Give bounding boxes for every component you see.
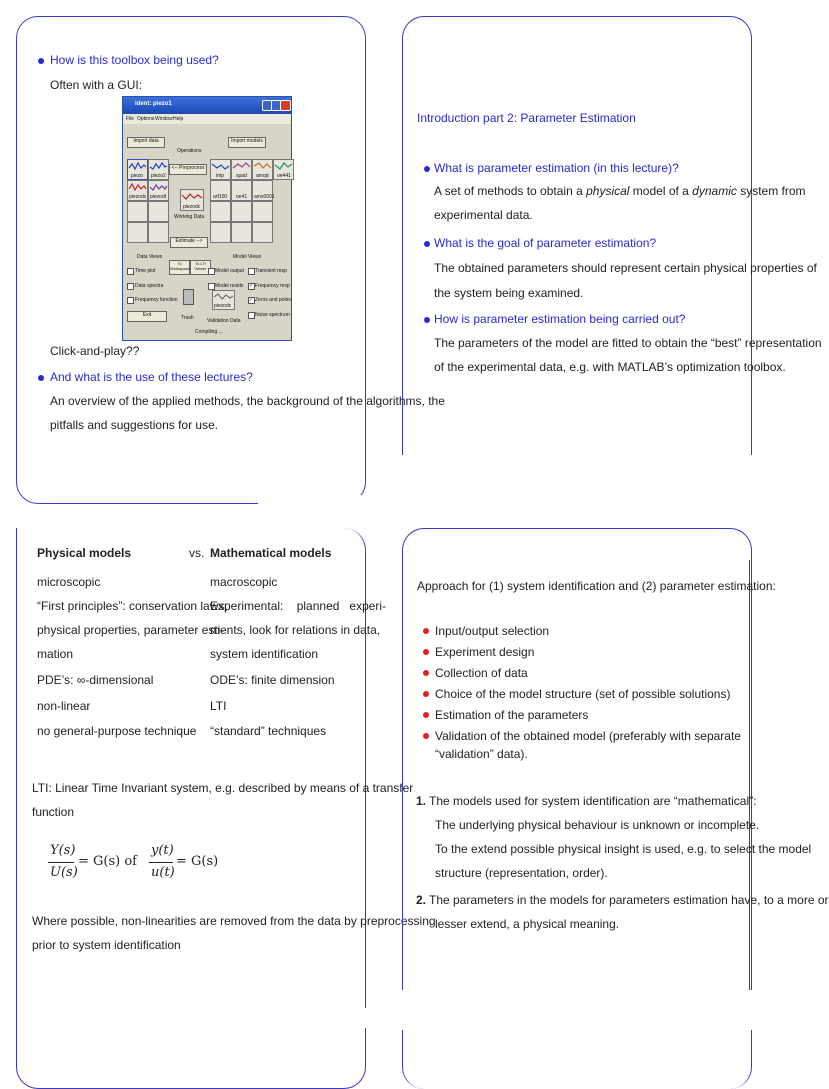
- gui-empty-cell: [148, 222, 169, 243]
- model-icon: [211, 160, 230, 174]
- close-icon: [280, 100, 291, 111]
- gui-model-cell: oe41: [231, 180, 252, 201]
- approach-item: Input/output selection: [435, 624, 550, 638]
- checkbox: [208, 283, 215, 290]
- mathematical-row: Experimental: planned experi-: [210, 599, 387, 613]
- eq-equals-G-of: = G(s) of: [78, 854, 137, 869]
- model-icon: [232, 160, 251, 174]
- gui-data-cell: piezodc: [127, 180, 148, 201]
- bullet: [423, 670, 429, 676]
- gui-title: ident: piezo1: [135, 101, 172, 107]
- model-icon: [274, 160, 293, 174]
- eq-numerator-Y: Y(s): [50, 843, 76, 858]
- gui-empty-cell: [210, 222, 231, 243]
- gui-menu-window: Window: [155, 116, 173, 122]
- gui-to-ltiview: To LTI Viewer: [190, 260, 211, 275]
- mathematical-row: macroscopic: [210, 575, 278, 589]
- approach-item: Validation of the obtained model (preferably with separate: [435, 729, 741, 743]
- vs-label: vs.: [189, 546, 205, 560]
- gui-data-cell: piezodt: [148, 180, 169, 201]
- note-2: The parameters in the models for parameters estimation have, to a more or: [429, 893, 829, 907]
- bullet: [38, 375, 44, 381]
- bullet: [423, 691, 429, 697]
- bullet: [424, 317, 430, 323]
- gui-to-workspace: To Workspace: [169, 260, 190, 275]
- gui-data-views-label: Data Views: [137, 254, 163, 260]
- answer-overview: An overview of the applied methods, the background of the algorithms, the: [50, 394, 445, 408]
- answer-what-is-pe-cont: experimental data.: [434, 208, 533, 222]
- physical-row: physical properties, parameter esti-: [37, 623, 225, 637]
- approach-item-cont: “validation” data).: [435, 747, 528, 761]
- gui-data-cell: piezo: [127, 159, 148, 180]
- gui-status: Compiling ...: [195, 329, 223, 335]
- gui-model-cell: amx0001: [252, 180, 273, 201]
- mathematical-row: LTI: [210, 699, 227, 713]
- checkbox-checked: ✓: [249, 297, 254, 303]
- signal-icon: [149, 181, 168, 195]
- physical-row: PDE’s: ∞-dimensional: [37, 673, 154, 687]
- bullet: [423, 628, 429, 634]
- trash-icon: [183, 289, 194, 305]
- mathematical-row: ODE’s: finite dimension: [210, 673, 335, 687]
- note-1-line: structure (representation, order).: [435, 866, 608, 880]
- question-how: How is parameter estimation being carried out?: [434, 312, 686, 326]
- gui-model-cell: imp: [210, 159, 231, 180]
- gui-validation-label: Validation Data: [207, 318, 241, 324]
- fraction-bar: [149, 862, 173, 863]
- answer-how: The parameters of the model are fitted to obtain the “best” representation: [434, 336, 822, 350]
- checkbox: [127, 268, 134, 275]
- bullet: [424, 241, 430, 247]
- nonlinear-note: Where possible, non-linearities are removed from the data by preprocessing: [32, 914, 436, 928]
- gui-empty-cell: [127, 222, 148, 243]
- checkbox: [208, 268, 215, 275]
- approach-item: Estimation of the parameters: [435, 708, 589, 722]
- lti-definition: LTI: Linear Time Invariant system, e.g. described by means of a transfer: [32, 781, 414, 795]
- answer-what-is-pe: A set of methods to obtain a physical model of a dynamic system from: [434, 184, 806, 198]
- gui-menu-file: File: [126, 116, 135, 122]
- gui-working-data: piezodc: [180, 189, 204, 211]
- checkbox-checked: ✓: [249, 283, 254, 289]
- gui-preprocess: <-- Preprocess: [169, 164, 207, 175]
- physical-row: no general-purpose technique: [37, 724, 197, 738]
- approach-item: Experiment design: [435, 645, 535, 659]
- slide-3-frame-cover: [258, 1008, 378, 1028]
- answer-click-and-play: Click-and-play??: [50, 344, 140, 358]
- gui-menu-bar: [123, 114, 291, 124]
- question-toolbox-use: How is this toolbox being used?: [50, 53, 219, 67]
- approach-item: Collection of data: [435, 666, 528, 680]
- mathematical-row: “standard” techniques: [210, 724, 327, 738]
- checkbox: [248, 312, 255, 319]
- note-1-line: To the extend possible physical insight is used, e.g. to select the model: [435, 842, 812, 856]
- bullet: [38, 58, 44, 64]
- gui-menu-help: Help: [173, 116, 184, 122]
- question-lectures-use: And what is the use of these lectures?: [50, 370, 253, 384]
- answer-overview-cont: pitfalls and suggestions for use.: [50, 418, 219, 432]
- nonlinear-note-cont: prior to system identification: [32, 938, 181, 952]
- gui-operations-label: Operations: [177, 148, 202, 154]
- gui-model-views-label: Model Views: [233, 254, 262, 260]
- mathematical-row: ments, look for relations in data,: [210, 623, 381, 637]
- answer-how-cont: of the experimental data, e.g. with MATLAB’s optimization toolbox.: [434, 360, 786, 374]
- gui-data-cell: piezo2: [148, 159, 169, 180]
- eq-numerator-y: y(t): [151, 843, 174, 858]
- slide-2-frame-gap: [396, 455, 756, 469]
- fraction-bar: [48, 862, 74, 863]
- gui-title-bar: [123, 97, 291, 114]
- note-1: The models used for system identification are “mathematical”:: [429, 794, 757, 808]
- gui-validation-data: piezodc: [212, 290, 235, 310]
- answer-goal-cont: the system being examined.: [434, 286, 584, 300]
- eq-denominator-u: u(t): [151, 865, 175, 880]
- gui-menu-options: Options: [137, 116, 155, 122]
- mathematical-row: system identification: [210, 647, 319, 661]
- bullet: [423, 649, 429, 655]
- signal-icon: [213, 291, 234, 303]
- answer-gui: Often with a GUI:: [50, 78, 143, 92]
- bullet: [424, 166, 430, 172]
- question-what-is-pe: What is parameter estimation (in this lecture)?: [434, 161, 679, 175]
- slide-4-frame-right-tail: [749, 560, 750, 990]
- physical-row: non-linear: [37, 699, 91, 713]
- bullet: [423, 733, 429, 739]
- gui-empty-cell: [210, 201, 231, 222]
- eq-denominator-U: U(s): [50, 865, 78, 880]
- question-goal: What is the goal of parameter estimation?: [434, 236, 657, 250]
- answer-goal: The obtained parameters should represent certain physical properties of: [434, 261, 817, 275]
- physical-row: microscopic: [37, 575, 101, 589]
- gui-empty-cell: [231, 201, 252, 222]
- bullet: [423, 712, 429, 718]
- note-1-line: The underlying physical behaviour is unknown or incomplete.: [435, 818, 760, 832]
- gui-estimate: Estimate -->: [170, 237, 208, 248]
- approach-intro: Approach for (1) system identification and (2) parameter estimation:: [417, 579, 776, 593]
- gui-working-data-label: Working Data: [174, 214, 205, 220]
- gui-import-data: Import data: [127, 137, 165, 148]
- note-2-number: 2.: [416, 893, 427, 907]
- gui-empty-cell: [252, 222, 273, 243]
- signal-icon: [128, 160, 147, 174]
- checkbox: [127, 297, 134, 304]
- eq-equals-G: = G(s): [176, 854, 219, 869]
- gui-empty-cell: [231, 222, 252, 243]
- gui-import-models: Import models: [228, 137, 266, 148]
- signal-icon: [181, 190, 203, 204]
- col-mathematical-heading: Mathematical models: [210, 546, 332, 560]
- ident-gui-window: ident: piezo1 File Options Window Help Import data Import models Operations <-- Preprocess piezo piezo2 piezodc piezodt piezodc Working Data Estimate --> imp spad amqd oe441 arf100 oe41 amx0001 Data Views Model Views To Workspace To LTI Viewer Time plot Data spectra Frequency function Model output Transient resp Model resids ✓ Frequency resp ✓ Zeros and poles Noise spectrum Exit Trash piezodc Validation Data Compiling ...: [122, 96, 292, 341]
- gui-exit: Exit: [127, 311, 167, 322]
- gui-model-cell: arf100: [210, 180, 231, 201]
- note-1-number: 1.: [416, 794, 427, 808]
- approach-item: Choice of the model structure (set of possible solutions): [435, 687, 731, 701]
- slide-4-frame-cover: [396, 990, 756, 1030]
- checkbox: [127, 283, 134, 290]
- physical-row: “First principles”: conservation laws,: [37, 599, 228, 613]
- model-icon: [253, 160, 272, 174]
- gui-empty-cell: [127, 201, 148, 222]
- slide-2-heading: Introduction part 2: Parameter Estimation: [417, 111, 636, 125]
- lti-definition-cont: function: [32, 805, 75, 819]
- signal-icon: [128, 181, 147, 195]
- note-2-line: lesser extend, a physical meaning.: [435, 917, 620, 931]
- gui-model-cell: amqd: [252, 159, 273, 180]
- signal-icon: [149, 160, 168, 174]
- slide-1-frame-gap: [258, 495, 368, 505]
- gui-trash-label: Trash: [181, 315, 194, 321]
- gui-empty-cell: [252, 201, 273, 222]
- gui-empty-cell: [148, 201, 169, 222]
- physical-row: mation: [37, 647, 74, 661]
- checkbox: [248, 268, 255, 275]
- gui-model-cell: spad: [231, 159, 252, 180]
- col-physical-heading: Physical models: [37, 546, 132, 560]
- gui-model-cell: oe441: [273, 159, 294, 180]
- slide-4-frame-left-tail: [402, 560, 403, 990]
